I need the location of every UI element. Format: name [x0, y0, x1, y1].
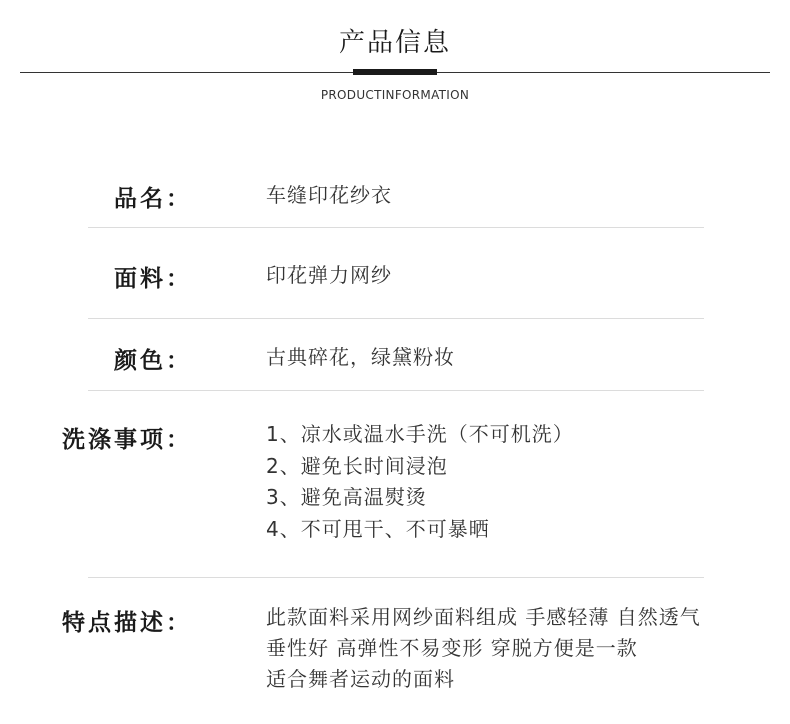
- row-label: 品名：: [114, 186, 192, 212]
- row-value: 古典碎花，绿黛粉妆: [266, 345, 455, 369]
- row-value: 印花弹力网纱: [266, 263, 392, 287]
- row-label: 洗涤事项：: [62, 427, 192, 453]
- care-line-3: 3、避免高温熨烫: [266, 485, 427, 509]
- row-label: 特点描述：: [62, 610, 192, 636]
- row-label: 面料：: [114, 266, 192, 292]
- care-line-1: 1、凉水或温水手洗（不可机洗）: [266, 422, 574, 446]
- row-label: 颜色：: [114, 348, 192, 374]
- row-divider: [88, 390, 704, 391]
- care-line-4: 4、不可甩干、不可暴晒: [266, 517, 490, 541]
- row-divider: [88, 577, 704, 578]
- feature-line-3: 适合舞者运动的面料: [266, 667, 455, 691]
- page-title: 产品信息: [338, 28, 451, 58]
- page-subtitle: PRODUCTINFORMATION: [320, 88, 470, 102]
- row-divider: [88, 318, 704, 319]
- feature-line-1: 此款面料采用网纱面料组成 手感轻薄 自然透气: [266, 605, 701, 629]
- header-accent-bar: [353, 69, 437, 75]
- feature-line-2: 垂性好 高弹性不易变形 穿脱方便是一款: [266, 636, 638, 660]
- care-line-2: 2、避免长时间浸泡: [266, 454, 448, 478]
- row-divider: [88, 227, 704, 228]
- row-value: 车缝印花纱衣: [266, 183, 392, 207]
